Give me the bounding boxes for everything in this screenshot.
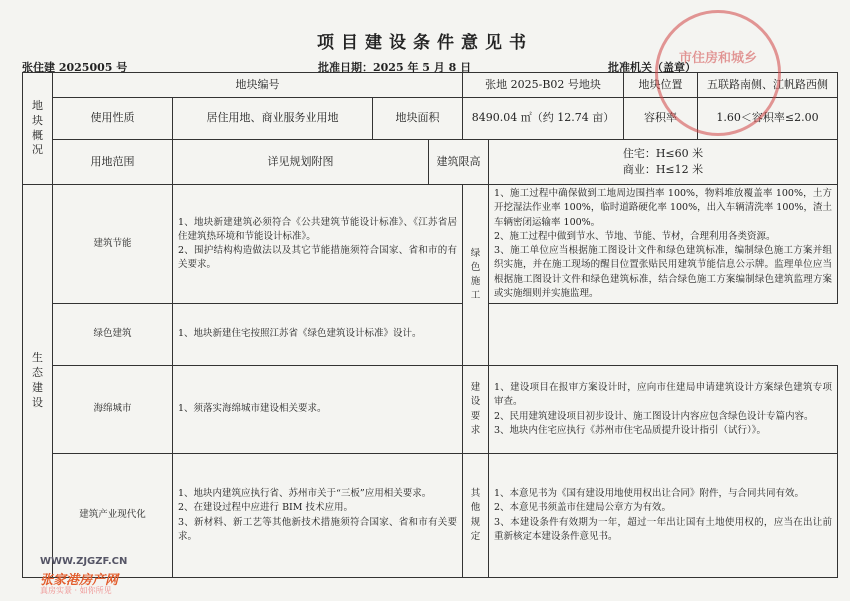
far-value: 1.60＜容积率≤2.00 [698, 98, 838, 140]
eco-row-label: 建筑节能 [53, 185, 173, 304]
industrialization-item: 1、地块内建筑应执行省、苏州市关于“三板”应用相关要求。 [178, 488, 432, 499]
scope-label: 用地范围 [53, 140, 173, 185]
green-construction-item: 2、施工过程中做到节水、节地、节能、节材，合理利用各类资源。 [494, 230, 776, 242]
eco-row-label: 绿色建筑 [53, 304, 173, 366]
eco-row-label: 建筑产业现代化 [53, 454, 173, 578]
green-construction-label: 绿 色 施 工 [463, 185, 489, 366]
industrialization-item: 3、新材料、新工艺等其他新技术措施须符合国家、省和市有关要求。 [178, 516, 457, 542]
watermark-slogan: 真房实景 · 如你所见 [40, 586, 112, 595]
official-seal [655, 10, 781, 136]
construction-req-item: 1、建设项目在报审方案设计时，应向市住建局申请建筑设计方案绿色建筑专项审查。 [494, 382, 833, 408]
section-label-plot: 地 块 概 况 [23, 73, 53, 185]
section-label-eco: 生 态 建 设 [23, 185, 53, 578]
height-commercial: 商业：H≤12 米 [622, 163, 704, 176]
use-value: 居住用地、商业服务业用地 [173, 98, 373, 140]
use-label: 使用性质 [53, 98, 173, 140]
height-residential: 住宅：H≤60 米 [622, 146, 704, 160]
other-rules-item: 2、本意见书须盖市住建局公章方为有效。 [494, 502, 672, 514]
height-value [489, 140, 838, 185]
approval-date: 批准日期：2025 年 5 月 8 日 [318, 61, 472, 74]
green-building-item: 1、地块新建住宅按照江苏省《绿色建筑设计标准》设计。 [178, 328, 422, 340]
far-label: 容积率 [624, 98, 698, 140]
plot-location-value: 五联路南侧、江帆路西侧 [698, 73, 838, 98]
seal-text: 市住房和城乡 [678, 51, 757, 66]
industrialization-item: 2、在建设过程中应进行 BIM 技术应用。 [178, 502, 354, 514]
green-construction-item: 1、施工过程中确保做到工地周边围挡率 100%，物料堆放覆盖率 100%，土方开挖湿法作业率 100%，临时道路硬化率 100%，出入车辆清洗率 100%，渣土车辆密闭运输率 100%。 [494, 188, 833, 228]
other-rules-item: 1、本意见书为《国有建设用地使用权出让合同》附件，与合同共同有效。 [494, 488, 805, 499]
other-rules-label: 其 他 规 定 [463, 454, 489, 578]
plot-code-value: 张地 2025-B02 号地块 [463, 73, 624, 98]
approving-authority: 批准机关（盖章） [608, 61, 696, 74]
conditions-table [22, 72, 838, 578]
plot-location-label: 地块位置 [624, 73, 698, 98]
document-number: 张住建 2025005 号 [22, 61, 128, 74]
watermark-logo: 张家港房产网 [40, 573, 119, 588]
area-label: 地块面积 [373, 98, 463, 140]
sponge-city-item: 1、须落实海绵城市建设相关要求。 [178, 403, 327, 415]
plot-code-label: 地块编号 [53, 73, 463, 98]
construction-req-item: 2、民用建筑建设项目初步设计、施工图设计内容应包含绿色设计专篇内容。 [494, 410, 814, 422]
eco-row-label: 海绵城市 [53, 366, 173, 454]
construction-req-item: 3、地块内住宅应执行《苏州市住宅品质提升设计指引（试行）》。 [494, 424, 767, 436]
green-construction-item: 3、施工单位应当根据施工图设计文件和绿色建筑标准，编制绿色施工方案并组织实施，并在施工现场的醒目位置张贴民用建筑节能信息公示牌。监理单位应当根据施工图设计文件和绿色建筑标准，结合绿色施工方案编制绿色建筑监理方案或实施细则并实施监理。 [494, 245, 833, 299]
document-title: 项目建设条件意见书 [317, 33, 533, 53]
area-value: 8490.04 ㎡（约 12.74 亩） [463, 98, 624, 140]
energy-item: 1、地块新建建筑必须符合《公共建筑节能设计标准》、《江苏省居住建筑热环境和节能设计标准》。 [178, 216, 457, 242]
height-label: 建筑限高 [429, 140, 489, 185]
construction-req-label: 建 设 要 求 [463, 366, 489, 454]
other-rules-item: 3、本建设条件有效期为一年，超过一年出让国有土地使用权的，应当在出让前重新核定本建设条件意见书。 [494, 516, 833, 542]
energy-item: 2、围护结构构造做法以及其它节能措施须符合国家、省和市的有关要求。 [178, 245, 457, 271]
scope-value: 详见规划附图 [173, 140, 429, 185]
watermark-url: WWW.ZJGZF.CN [40, 556, 128, 567]
